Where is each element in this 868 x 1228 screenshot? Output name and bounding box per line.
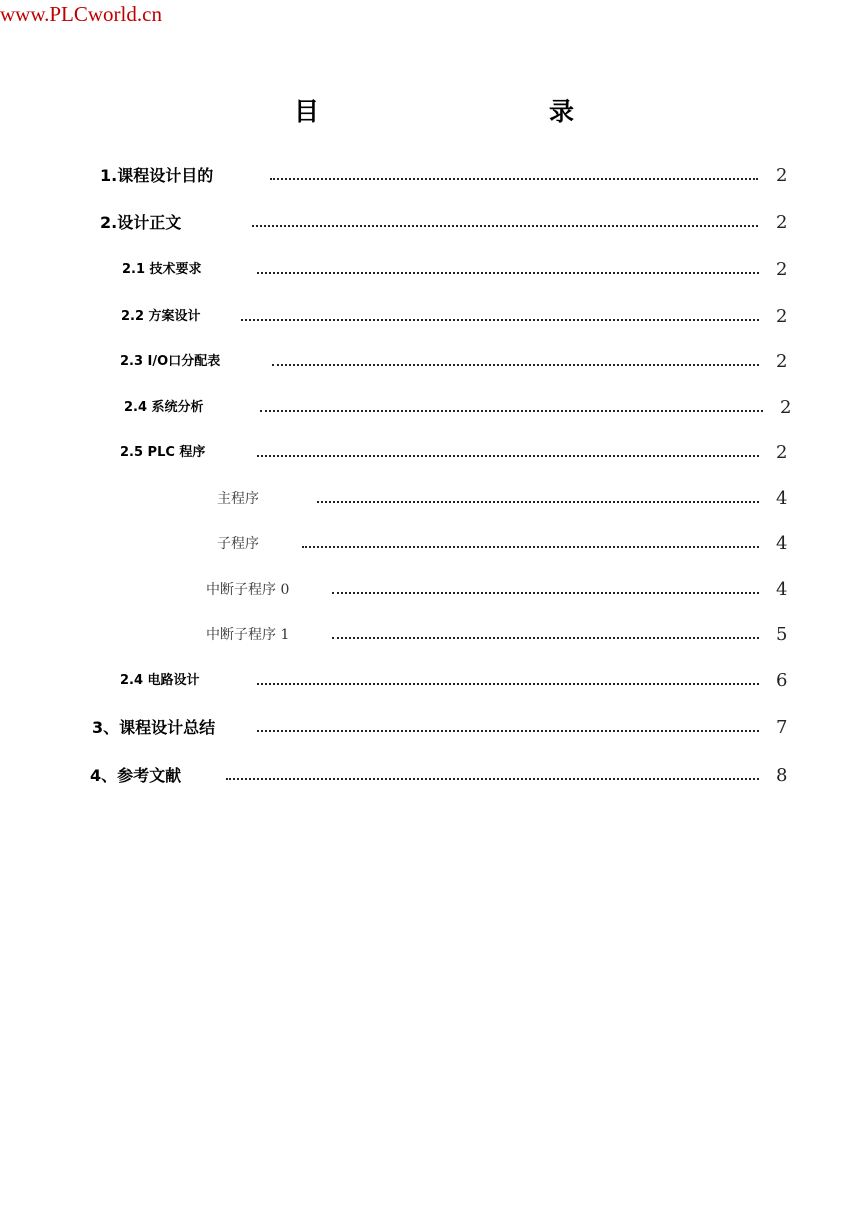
- toc-entry[interactable]: [0, 396, 868, 420]
- toc-entry-label: 2.4 系统分析: [124, 400, 204, 415]
- toc-page-number: 2: [776, 165, 788, 186]
- toc-page-number: 2: [776, 212, 788, 233]
- toc-entry-label: 4、参考文献: [90, 766, 182, 785]
- toc-entry-label: 2.1 技术要求: [122, 262, 202, 277]
- toc-page-number: 2: [776, 306, 788, 327]
- toc-entry[interactable]: [0, 623, 868, 647]
- toc-entry-label: 主程序: [217, 491, 259, 507]
- dot-leader: [257, 455, 759, 457]
- toc-page-number: 2: [776, 442, 788, 463]
- dot-leader: [257, 730, 759, 732]
- toc-entry[interactable]: [0, 764, 868, 788]
- dot-leader: [257, 683, 759, 685]
- toc-entry[interactable]: [0, 487, 868, 511]
- toc-page-number: 5: [776, 624, 788, 645]
- dot-leader: [332, 592, 759, 594]
- dot-leader: [241, 319, 759, 321]
- site-watermark[interactable]: www.PLCworld.cn: [0, 2, 162, 26]
- toc-entry-label: 2.3 I/O口分配表: [120, 354, 221, 369]
- toc-page-number: 2: [780, 397, 792, 418]
- dot-leader: [332, 637, 759, 639]
- dot-leader: [252, 225, 758, 227]
- dot-leader: [272, 364, 759, 366]
- toc-page-number: 7: [776, 717, 788, 738]
- toc-entry[interactable]: [0, 305, 868, 329]
- toc-entry-label: 2.2 方案设计: [121, 309, 201, 324]
- page-title: 目 录: [293, 97, 634, 126]
- toc-entry-label: 子程序: [217, 536, 259, 552]
- toc-entry[interactable]: [0, 578, 868, 602]
- toc-entry-label: 1.课程设计目的: [100, 166, 214, 185]
- toc-entry[interactable]: [0, 211, 868, 235]
- toc-page-number: 8: [776, 765, 788, 786]
- toc-entry-label: 中断子程序 1: [206, 627, 290, 643]
- dot-leader: [270, 178, 758, 180]
- toc-entry-label: 3、课程设计总结: [92, 718, 216, 737]
- dot-leader: [317, 501, 759, 503]
- dot-leader: [260, 410, 763, 412]
- toc-entry-label: 2.5 PLC 程序: [120, 445, 206, 460]
- toc-entry[interactable]: [0, 669, 868, 693]
- toc-entry[interactable]: [0, 350, 868, 374]
- toc-entry[interactable]: [0, 716, 868, 740]
- toc-entry-label: 中断子程序 0: [206, 582, 290, 598]
- toc-page-number: 6: [776, 670, 788, 691]
- toc-entry[interactable]: [0, 532, 868, 556]
- toc-page-number: 4: [776, 488, 788, 509]
- toc-entry-label: 2.设计正文: [100, 213, 182, 232]
- toc-page-number: 4: [776, 533, 788, 554]
- toc-page-number: 2: [776, 259, 788, 280]
- toc-entry[interactable]: [0, 164, 868, 188]
- toc-page-number: 2: [776, 351, 788, 372]
- toc-entry-label: 2.4 电路设计: [120, 673, 200, 688]
- toc-page-number: 4: [776, 579, 788, 600]
- dot-leader: [226, 778, 759, 780]
- dot-leader: [257, 272, 759, 274]
- dot-leader: [302, 546, 759, 548]
- toc-entry[interactable]: [0, 441, 868, 465]
- toc-entry[interactable]: [0, 258, 868, 282]
